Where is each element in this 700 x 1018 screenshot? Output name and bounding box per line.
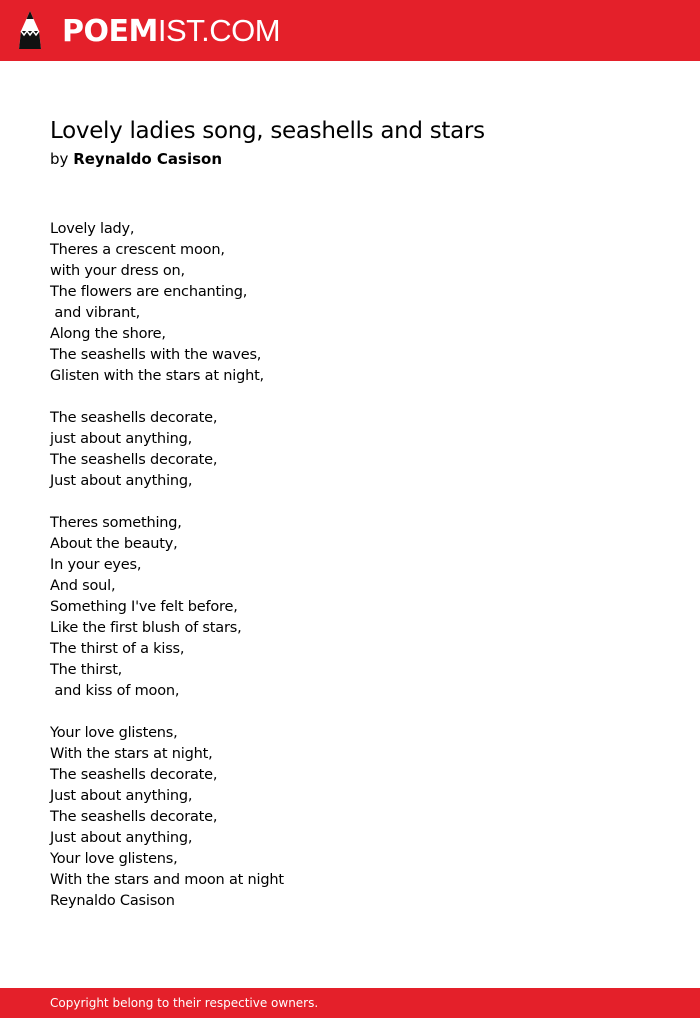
poem-line: The seashells decorate, xyxy=(50,410,218,426)
logo-light-text: IST.COM xyxy=(157,13,281,48)
poem-line: Reynaldo Casison xyxy=(50,893,175,909)
poem-line: The seashells with the waves, xyxy=(50,347,262,363)
poem-line: Just about anything, xyxy=(50,830,193,846)
poem-stanza xyxy=(50,219,650,387)
poem-body xyxy=(50,219,650,933)
poem-line: The seashells decorate, xyxy=(50,452,218,468)
by-label: by xyxy=(50,150,69,168)
poem-line: In your eyes, xyxy=(50,557,142,573)
poem-line: Theres something, xyxy=(50,515,182,531)
poem-line: Your love glistens, xyxy=(50,851,178,867)
poem-line: Your love glistens, xyxy=(50,725,178,741)
poem-line: The seashells decorate, xyxy=(50,809,218,825)
poem-line: About the beauty, xyxy=(50,536,178,552)
poem-line: Just about anything, xyxy=(50,788,193,804)
author-name: Reynaldo Casison xyxy=(73,150,223,168)
poem-line: and vibrant, xyxy=(50,305,141,321)
poem-line: The flowers are enchanting, xyxy=(50,284,248,300)
poem-line: The thirst, xyxy=(50,662,123,678)
site-logo[interactable] xyxy=(62,11,280,51)
poem-stanza xyxy=(50,408,650,492)
poem-line: The thirst of a kiss, xyxy=(50,641,185,657)
poem-line: Something I've felt before, xyxy=(50,599,238,615)
site-header xyxy=(0,0,700,61)
poem-line: Theres a crescent moon, xyxy=(50,242,225,258)
copyright-text: Copyright belong to their respective owners. xyxy=(50,996,319,1010)
poem-line: with your dress on, xyxy=(50,263,185,279)
poem-line: Like the first blush of stars, xyxy=(50,620,242,636)
byline xyxy=(50,148,222,170)
poem-line: Just about anything, xyxy=(50,473,193,489)
poem-title: Lovely ladies song, seashells and stars xyxy=(50,118,485,144)
poem-line: With the stars and moon at night xyxy=(50,872,284,888)
poem-line: Lovely lady, xyxy=(50,221,135,237)
poem-stanza xyxy=(50,513,650,702)
logo-bold-text: POEM xyxy=(62,14,158,49)
poem-line: just about anything, xyxy=(50,431,193,447)
poem-line: And soul, xyxy=(50,578,116,594)
poem-line: With the stars at night, xyxy=(50,746,213,762)
site-footer xyxy=(0,988,700,1018)
poem-line: and kiss of moon, xyxy=(50,683,180,699)
poem-line: Along the shore, xyxy=(50,326,166,342)
poem-stanza xyxy=(50,723,650,912)
poem-line: The seashells decorate, xyxy=(50,767,218,783)
poem-line: Glisten with the stars at night, xyxy=(50,368,264,384)
pencil-tip-icon[interactable] xyxy=(17,9,43,52)
